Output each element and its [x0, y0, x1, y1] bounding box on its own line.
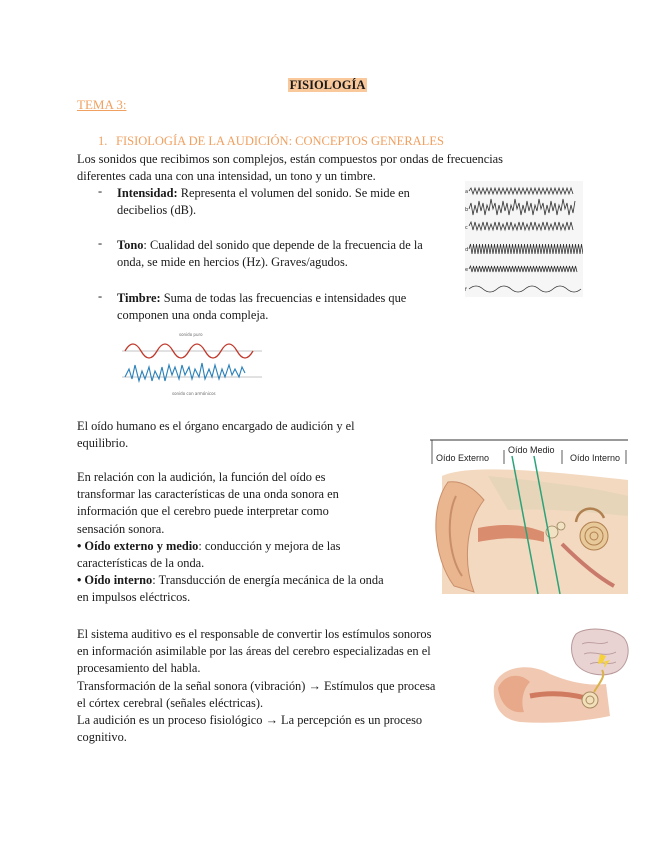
- tema-heading: TEMA 3:: [77, 97, 127, 112]
- svg-text:e: e: [465, 267, 469, 273]
- wave-pure-label: sonido puro: [179, 332, 203, 337]
- label-oido-medio: Oído Medio: [508, 445, 555, 455]
- svg-text:b: b: [465, 207, 469, 213]
- section-heading: 1. FISIOLOGÍA DE LA AUDICIÓN: CONCEPTOS GENERALES: [98, 134, 444, 148]
- ear-function: En relación con la audición, la función del oído es transformar las características de una onda sonora en información que el cerebro puede interpretar como sensación sonora. • Oído externo y medio: conducción y mejora de las características de la onda. • Oído interno: Transducción de energía mecánica de la onda en impulsos eléctricos.: [77, 470, 384, 605]
- svg-text:c: c: [465, 225, 468, 231]
- ear-intro: El oído humano es el órgano encargado de audición y el equilibrio.: [77, 419, 355, 451]
- svg-text:a: a: [465, 189, 469, 195]
- bullet-timbre: Timbre: Suma de todas las frecuencias e intensidades que componen una onda compleja.: [117, 291, 407, 323]
- bullet-intensidad: Intensidad: Representa el volumen del sonido. Se mide en decibelios (dB).: [117, 186, 410, 218]
- svg-text:d: d: [465, 247, 469, 253]
- bullet-dash: -: [98, 289, 103, 303]
- bullet-tono: Tono: Cualidad del sonido que depende de la frecuencia de la onda, se mide en hercios (Hz). Graves/agudos.: [117, 238, 423, 270]
- wave-complex-label: sonido con armónicos: [172, 391, 216, 396]
- label-oido-externo: Oído Externo: [436, 453, 490, 463]
- ear-brain-figure: [490, 626, 632, 728]
- intro-paragraph: Los sonidos que recibimos son complejos, están compuestos por ondas de frecuencias diferentes cada una con una intensidad, un tono y un timbre.: [77, 152, 504, 184]
- auditory-system-paragraph: El sistema auditivo es el responsable de convertir los estímulos sonoros en información asimilable por las áreas del cerebro especializadas en el procesamiento del habla. Transformación de la señal sonora (vibración) → Estímulos que procesa el córtex cerebral (señales eléctricas). La audición es un proceso fisiológico → La percepción es un proceso cognitivo.: [77, 627, 436, 745]
- waveforms-figure: [465, 181, 583, 297]
- bullet-dash: -: [98, 184, 103, 198]
- ear-anatomy-figure: [428, 436, 630, 596]
- label-oido-interno: Oído Interno: [570, 453, 621, 463]
- bullet-dash: -: [98, 236, 103, 250]
- svg-text:f: f: [465, 287, 467, 293]
- wave-comparison-figure: [117, 329, 267, 399]
- page-title: FISIOLOGÍA: [289, 78, 366, 92]
